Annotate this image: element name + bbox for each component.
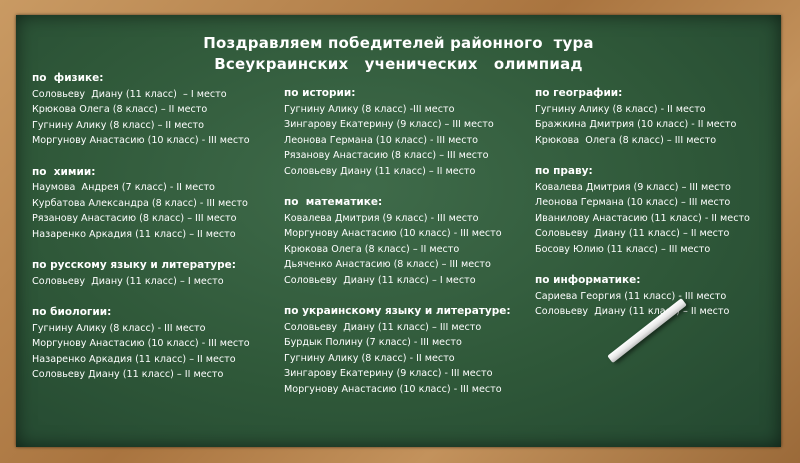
winner-entry: Крюкова Олега (8 класс) – III место bbox=[535, 134, 717, 146]
winner-entry: Назаренко Аркадия (11 класс) – II место bbox=[32, 228, 236, 240]
winner-entry: Леонова Германа (10 класс) – III место bbox=[535, 197, 731, 208]
winner-entry: Босову Юлию (11 класс) – III место bbox=[535, 243, 711, 255]
subject-heading: по биологии: bbox=[32, 306, 112, 318]
column-2 bbox=[284, 86, 539, 413]
winner-entry: Рязанову Анастасию (8 класс) – III место bbox=[284, 150, 489, 161]
winner-entry: Крюкова Олега (8 класс) – II место bbox=[32, 104, 208, 115]
subject-section bbox=[535, 273, 775, 320]
winner-entry: Бражкина Дмитрия (10 класс) - II место bbox=[535, 119, 737, 130]
winner-entry: Курбатова Александра (8 класс) - III место bbox=[32, 197, 248, 209]
winner-entry: Соловьеву Диану (11 класс) – II место bbox=[535, 228, 730, 239]
subject-section bbox=[284, 195, 539, 288]
subject-section bbox=[32, 305, 282, 383]
subject-heading: по информатике: bbox=[535, 274, 641, 286]
subject-section bbox=[535, 164, 775, 257]
winner-entry: Соловьеву Диану (11 класс) – I место bbox=[32, 88, 227, 100]
winner-entry: Соловьеву Диану (11 класс) – II место bbox=[535, 306, 730, 317]
subject-heading: по физике: bbox=[32, 72, 104, 84]
subject-section bbox=[284, 86, 539, 179]
winner-entry: Гугнину Алику (8 класс) - III место bbox=[32, 322, 206, 334]
subject-section bbox=[32, 258, 282, 289]
winner-entry: Назаренко Аркадия (11 класс) – II место bbox=[32, 353, 236, 365]
subject-section bbox=[32, 71, 282, 149]
winner-entry: Гугнину Алику (8 класс) -III место bbox=[284, 103, 455, 115]
column-3 bbox=[535, 86, 775, 336]
subject-heading: по географии: bbox=[535, 87, 623, 99]
subject-heading: по истории: bbox=[284, 87, 356, 99]
winner-entry: Леонова Германа (10 класс) - III место bbox=[284, 134, 478, 146]
subject-section bbox=[535, 86, 775, 148]
winner-entry: Гугнину Алику (8 класс) - II место bbox=[284, 352, 455, 364]
winner-entry: Иванилову Анастасию (11 класс) - II место bbox=[535, 212, 750, 224]
title-line-1: Поздравляем победителей районного тура bbox=[203, 34, 594, 52]
winner-entry: Зингарову Екатерину (9 класс) – III место bbox=[284, 119, 494, 130]
subject-heading: по украинскому языку и литературе: bbox=[284, 305, 511, 317]
winner-entry: Ковалева Дмитрия (9 класс) – III место bbox=[535, 181, 731, 193]
winner-entry: Рязанову Анастасию (8 класс) – III место bbox=[32, 213, 237, 224]
winner-entry: Соловьеву Диану (11 класс) – II место bbox=[32, 369, 224, 380]
winner-entry: Ковалева Дмитрия (9 класс) - III место bbox=[284, 212, 479, 224]
subject-heading: по праву: bbox=[535, 165, 593, 177]
winner-entry: Гугнину Алику (8 класс) – II место bbox=[32, 119, 204, 131]
winner-entry: Моргунову Анастасию (10 класс) - III место bbox=[32, 338, 250, 349]
subject-heading: по русскому языку и литературе: bbox=[32, 259, 236, 271]
winner-entry: Гугнину Алику (8 класс) - II место bbox=[535, 103, 706, 115]
subject-section bbox=[32, 165, 282, 243]
chalkboard bbox=[16, 15, 781, 447]
winner-entry: Соловьеву Диану (11 класс) – II место bbox=[284, 165, 476, 177]
winner-entry: Дьяченко Анастасию (8 класс) – III место bbox=[284, 259, 491, 270]
winner-entry: Соловьеву Диану (11 класс) – III место bbox=[284, 321, 482, 333]
winner-entry: Зингарову Екатерину (9 класс) - III место bbox=[284, 368, 493, 379]
subject-heading: по математике: bbox=[284, 196, 383, 208]
title-line-2: Всеукраинских ученических олимпиад bbox=[214, 55, 583, 73]
winner-entry: Бурдык Полину (7 класс) - III место bbox=[284, 337, 462, 348]
winner-entry: Наумова Андрея (7 класс) - II место bbox=[32, 182, 215, 193]
winner-entry: Соловьеву Диану (11 класс) – I место bbox=[284, 274, 476, 286]
winner-entry: Моргунову Анастасию (10 класс) - III место bbox=[32, 135, 250, 146]
winner-entry: Моргунову Анастасию (10 класс) - III место bbox=[284, 228, 502, 239]
winner-entry: Соловьеву Диану (11 класс) – I место bbox=[32, 275, 224, 287]
winner-entry: Сариева Георгия (11 класс) - III место bbox=[535, 290, 727, 302]
subject-section bbox=[284, 304, 539, 397]
winner-entry: Моргунову Анастасию (10 класс) - III место bbox=[284, 383, 502, 395]
winner-entry: Крюкова Олега (8 класс) – II место bbox=[284, 243, 460, 255]
column-1 bbox=[32, 71, 282, 399]
subject-heading: по химии: bbox=[32, 165, 96, 178]
